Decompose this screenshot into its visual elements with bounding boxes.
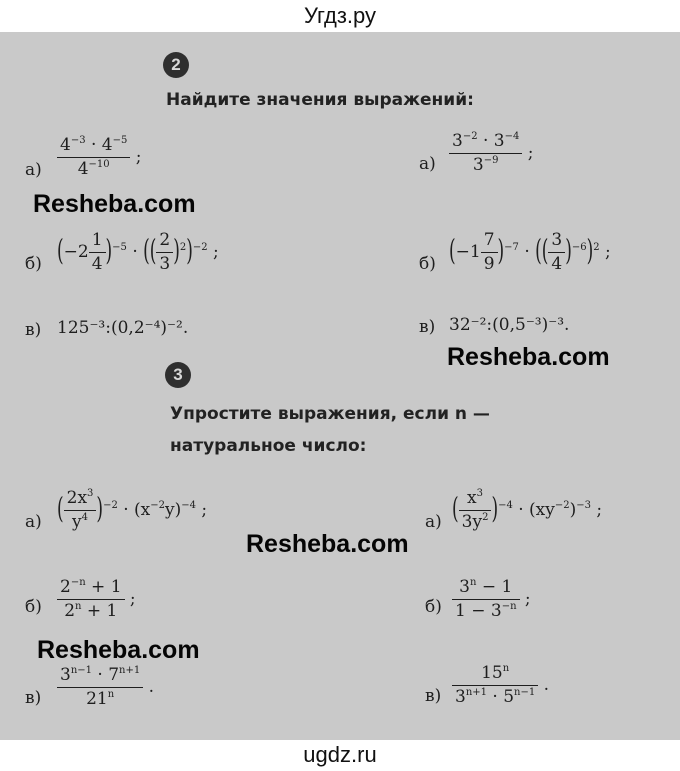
label-3a-right: а): [425, 512, 442, 532]
site-footer: ugdz.ru: [0, 740, 680, 771]
expr-2v-left: 125⁻³:(0,2⁻⁴)⁻².: [57, 318, 189, 338]
label-3b-left: б): [25, 597, 42, 617]
label-2a-left: а): [25, 160, 42, 180]
label-2b-right: б): [419, 254, 436, 274]
textbook-page: [0, 32, 680, 740]
expr-3b-left: $\frac{2^{-n} + 1}{2^n + 1}$ ;: [57, 579, 136, 620]
expr-2a-right: $\frac{3^{-2} \cdot 3^{-4}}{3^{-9}}$ ;: [449, 133, 534, 174]
label-2a-right: а): [419, 154, 436, 174]
watermark-4: Resheba.com: [37, 636, 200, 664]
label-3v-right: в): [425, 686, 442, 706]
expr-3a-right: ( $\frac{x^3}{3y^2}$ )$^{-4} \cdot (xy^{-2})^{-3}$ ;: [452, 488, 603, 532]
label-3b-right: б): [425, 597, 442, 617]
expr-3b-right: $\frac{3^n - 1}{1 - 3^{-n}}$ ;: [452, 579, 531, 620]
label-3v-left: в): [25, 688, 42, 708]
task-number-3: 3: [165, 362, 191, 388]
expr-3v-left: $\frac{3^{n-1} \cdot 7^{n+1}}{21^n}$ .: [57, 667, 154, 708]
watermark-1: Resheba.com: [33, 190, 196, 218]
expr-2b-left: (−2 $\frac{1}{4}$ )$^{-5}$ · (( $\frac{2}{3}$ )$^2$)$^{-2}$ ;: [57, 230, 219, 274]
task-number-2: 2: [163, 52, 189, 78]
expr-2b-right: (−1 $\frac{7}{9}$ )$^{-7}$ · (( $\frac{3}{4}$ )$^{-6}$)$^2$ ;: [449, 230, 611, 274]
label-3a-left: а): [25, 512, 42, 532]
task-3-heading-line1: Упростите выражения, если n —: [170, 404, 490, 424]
task-3-heading-line2: натуральное число:: [170, 436, 367, 456]
site-header: Угдз.ру: [0, 0, 680, 32]
label-2v-left: в): [25, 320, 42, 340]
watermark-2: Resheba.com: [447, 343, 610, 371]
expr-2v-right: 32⁻²:(0,5⁻³)⁻³.: [449, 315, 570, 335]
expr-2a-left: $\frac{4^{-3} \cdot 4^{-5}}{4^{-10}}$ ;: [57, 137, 142, 178]
watermark-3: Resheba.com: [246, 530, 409, 558]
task-2-heading: Найдите значения выражений:: [166, 90, 474, 110]
label-2v-right: в): [419, 317, 436, 337]
label-2b-left: б): [25, 254, 42, 274]
expr-3v-right: $\frac{15^n}{3^{n+1} \cdot 5^{n-1}}$ .: [452, 665, 549, 706]
expr-3a-left: ( $\frac{2x^3}{y^4}$ )$^{-2} \cdot (x^{-2}y)^{-4}$ ;: [57, 488, 208, 532]
